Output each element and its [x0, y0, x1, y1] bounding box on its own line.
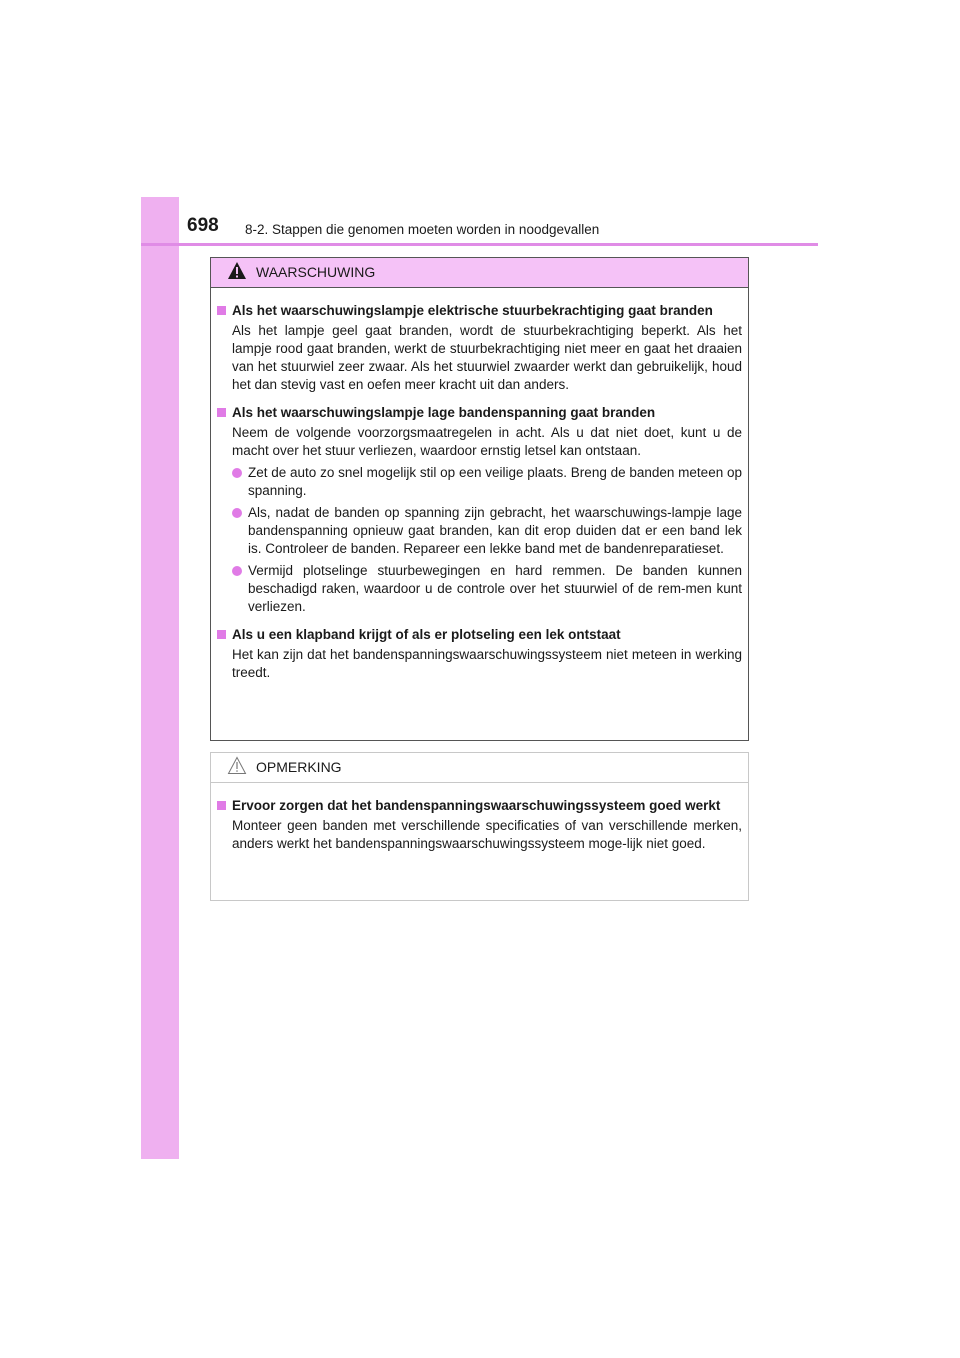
side-tab-strip: [141, 197, 179, 1159]
square-bullet-icon: [217, 630, 226, 639]
warning-label: WAARSCHUWING: [256, 264, 376, 280]
note-section-title: Ervoor zorgen dat het bandenspanningswaarschuwingssysteem goed werkt: [217, 797, 742, 815]
note-box: [210, 752, 749, 901]
warning-section-title: Als u een klapband krijgt of als er plotseling een lek ontstaat: [217, 626, 742, 644]
round-bullet-icon: [232, 566, 242, 576]
page-number: 698: [187, 215, 219, 236]
note-body: [211, 783, 748, 853]
round-bullet-icon: [232, 468, 242, 478]
warning-section-text: Neem de volgende voorzorgsmaatregelen in acht. Als u dat niet doet, kunt u de macht over het stuur verliezen, waardoor ernstig letsel kan ontstaan.: [232, 425, 742, 458]
header-rule: [141, 243, 818, 246]
warning-section-text: Als het lampje geel gaat branden, wordt de stuurbekrachtiging beperkt. Als het lampje rood gaat branden, werkt de stuurbekrachtiging niet meer en gaat het draaien van het stuurwiel zeer zwaar. Als het stuurwiel zwaarder werkt dan gebruikelijk, houd het dan stevig vast en oefen meer kracht uit dan anders.: [232, 323, 742, 392]
warning-body: [211, 288, 748, 682]
round-bullet-icon: [232, 508, 242, 518]
section-title: 8-2. Stappen die genomen moeten worden in noodgevallen: [245, 222, 600, 237]
note-label: OPMERKING: [256, 759, 342, 775]
square-bullet-icon: [217, 306, 226, 315]
square-bullet-icon: [217, 408, 226, 417]
list-item: Als, nadat de banden op spanning zijn gebracht, het waarschuwings-lampje lage bandenspanning opnieuw gaat branden, kan dit erop duiden dat er een band lek is. Controleer de banden. Repareer een lekke band met de bandenreparatieset.: [232, 504, 742, 558]
square-bullet-icon: [217, 801, 226, 810]
warning-header: [211, 258, 748, 288]
warning-box: [210, 257, 749, 741]
warning-triangle-icon: [227, 261, 247, 280]
note-section-text: Monteer geen banden met verschillende specificaties of van verschillende merken, anders werkt het bandenspanningswaarschuwingssysteem moge-lijk niet goed.: [232, 818, 742, 851]
warning-section-title: Als het waarschuwingslampje lage bandenspanning gaat branden: [217, 404, 742, 422]
list-item: Zet de auto zo snel mogelijk stil op een veilige plaats. Breng de banden meteen op spanning.: [232, 464, 742, 500]
caution-outline-icon: [227, 756, 247, 775]
note-header: [211, 753, 748, 783]
warning-section-title: Als het waarschuwingslampje elektrische stuurbekrachtiging gaat branden: [217, 302, 742, 320]
warning-section-text: Het kan zijn dat het bandenspanningswaarschuwingssysteem niet meteen in werking treedt.: [232, 647, 742, 680]
list-item: Vermijd plotselinge stuurbewegingen en hard remmen. De banden kunnen beschadigd raken, waardoor u de controle over het stuurwiel of de rem-men kunt verliezen.: [232, 562, 742, 616]
